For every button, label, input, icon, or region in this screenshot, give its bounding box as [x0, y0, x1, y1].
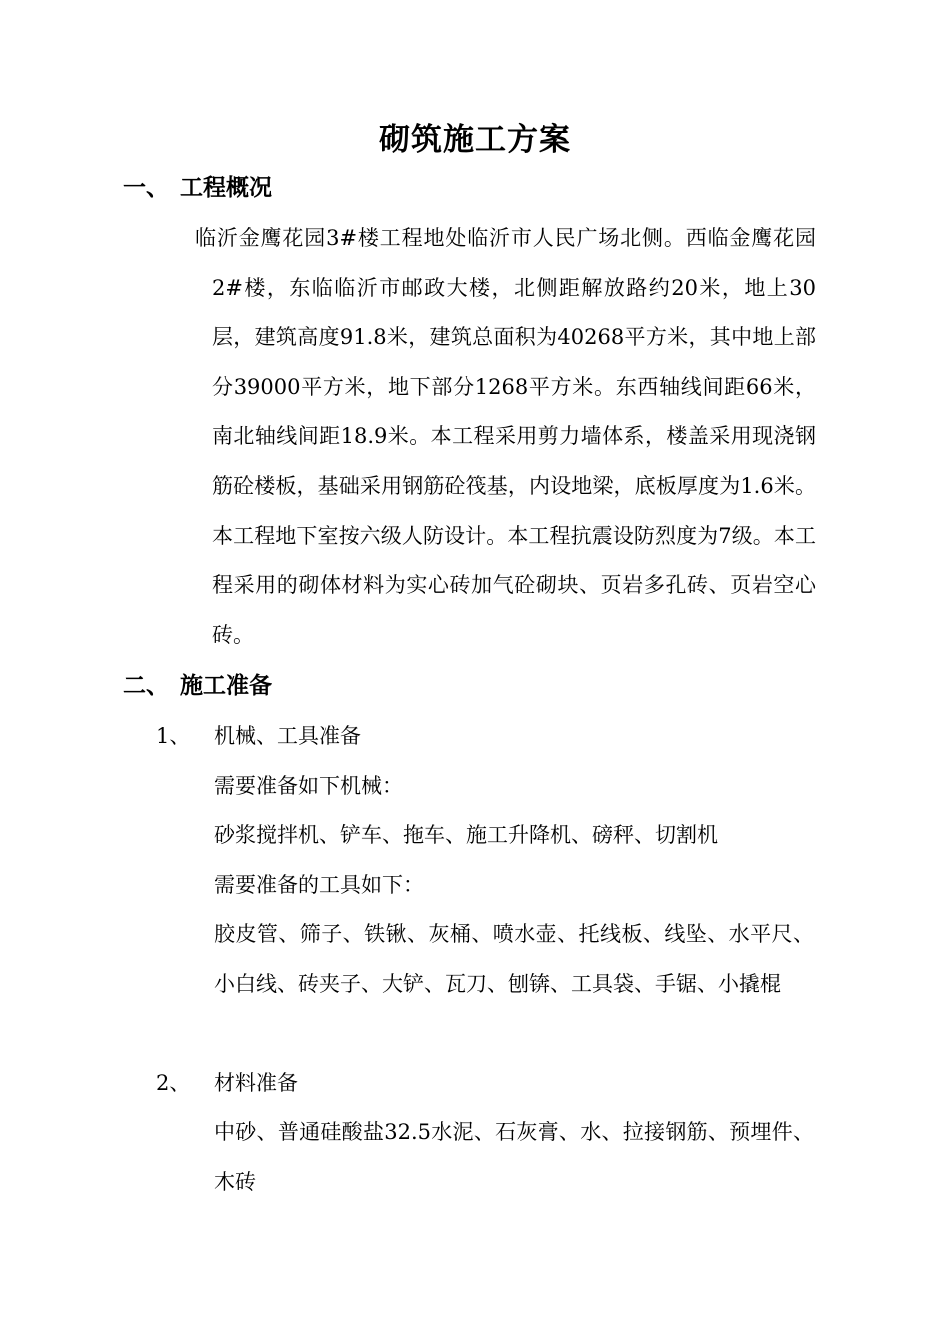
- tools-label: 需要准备的工具如下：: [214, 873, 424, 897]
- tools-list: 胶皮管、筛子、铁锹、灰桶、喷水壶、托线板、线坠、水平尺、小白线、砖夹子、大铲、瓦刀、刨锛、工具袋、手锯、小撬棍: [214, 922, 814, 996]
- subsection-number: 1、: [156, 724, 191, 748]
- section-title: 施工准备: [180, 672, 272, 699]
- subsection-heading-machinery: [156, 720, 361, 752]
- subsection-title: 材料准备: [214, 1071, 298, 1095]
- section-heading-overview: [123, 172, 272, 204]
- overview-paragraph: 临沂金鹰花园3#楼工程地处临沂市人民广场北侧。西临金鹰花园2#楼，东临临沂市邮政大楼，北侧距解放路约20米，地上30层，建筑高度91.8米，建筑总面积为40268平方米，其中地上部分39000平方米，地下部分1268平方米。东西轴线间距66米，南北轴线间距18.9米。本工程采用剪力墙体系，楼盖采用现浇钢筋砼楼板，基础采用钢筋砼筏基，内设地梁，底板厚度为1.6米。本工程地下室按六级人防设计。本工程抗震设防烈度为7级。本工程采用的砌体材料为实心砖加气砼砌块、页岩多孔砖、页岩空心砖。: [195, 226, 816, 647]
- section-number: 二、: [123, 672, 169, 699]
- section-number: 一、: [123, 174, 169, 201]
- machines-label: 需要准备如下机械：: [214, 774, 403, 798]
- document-title: 砌筑施工方案: [379, 122, 571, 158]
- section-title: 工程概况: [180, 174, 272, 201]
- subsection-number: 2、: [156, 1071, 191, 1095]
- subsection-heading-materials: [156, 1067, 298, 1099]
- subsection-title: 机械、工具准备: [214, 724, 361, 748]
- section-heading-preparation: [123, 670, 272, 702]
- machines-list: 砂浆搅拌机、铲车、拖车、施工升降机、磅秤、切割机: [214, 823, 718, 847]
- materials-list: 中砂、普通硅酸盐32.5水泥、石灰膏、水、拉接钢筋、预埋件、木砖: [214, 1120, 814, 1194]
